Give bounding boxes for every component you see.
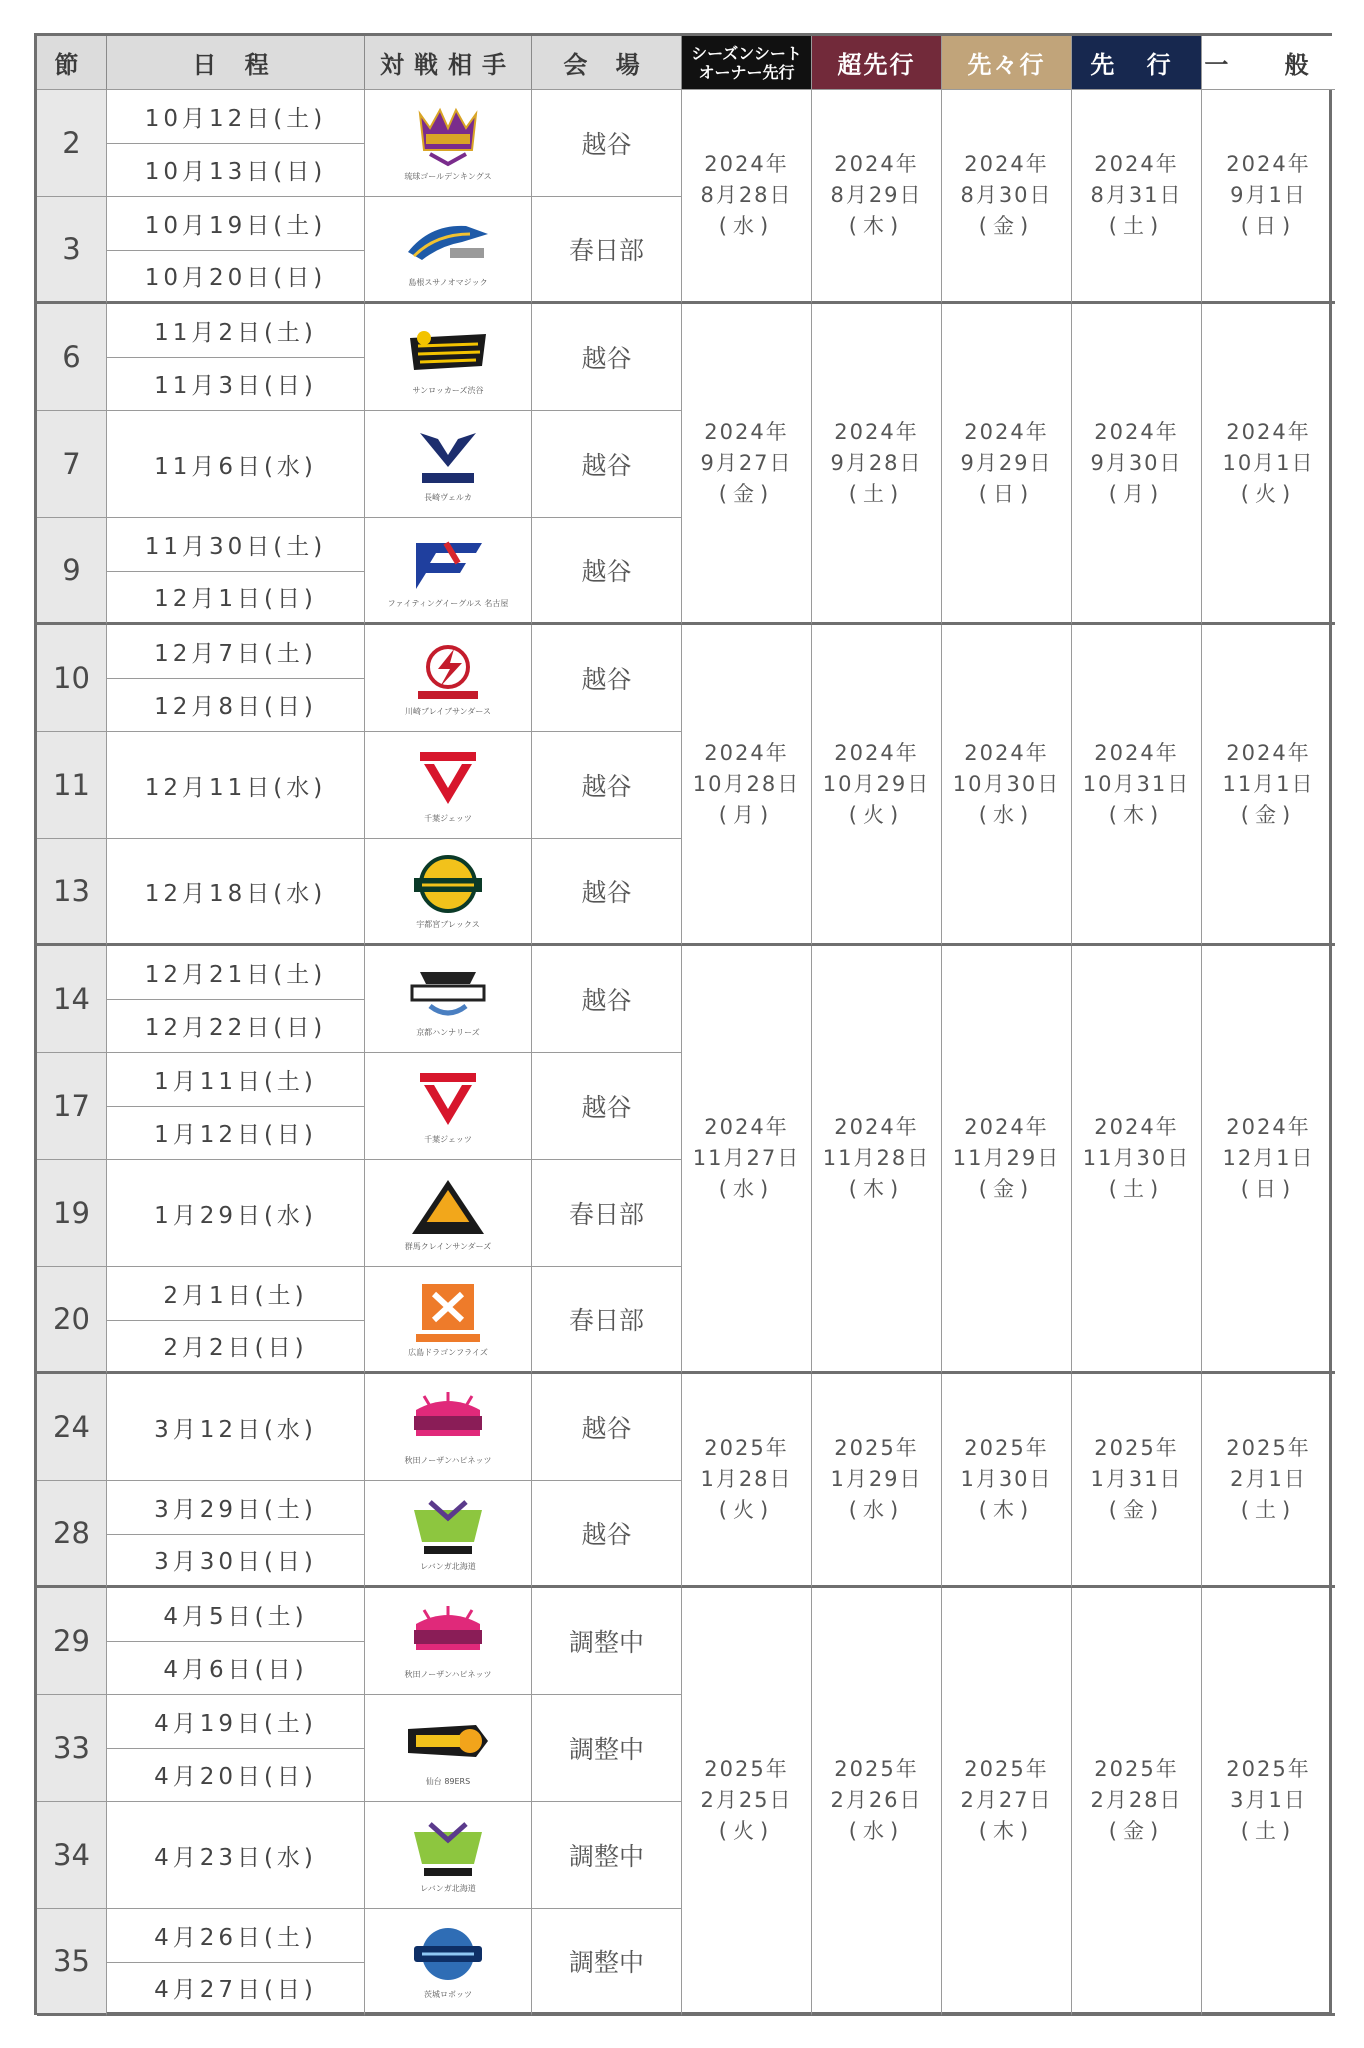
sale-date-cell (1072, 1588, 1202, 2016)
sale-month-day: 2月27日 (960, 1788, 1053, 1812)
sale-month-day: 8月31日 (1090, 183, 1183, 207)
sale-month-day: 9月30日 (1090, 450, 1183, 475)
sale-year: 2024年 (964, 419, 1049, 444)
ibaraki-robots-logo (400, 1924, 496, 1986)
sale-date-cell (1072, 625, 1202, 946)
sale-year: 2024年 (1226, 152, 1311, 176)
header-cho-senko: 超先行 (812, 36, 942, 90)
sale-month-day: 10月29日 (822, 771, 931, 796)
sale-month-day: 2月26日 (830, 1788, 923, 1812)
setsu-cell: 29 (37, 1588, 107, 1695)
opponent-logo-cell (365, 1695, 532, 1802)
sale-year: 2024年 (964, 152, 1049, 176)
header-sensenko: 先々行 (942, 36, 1072, 90)
opponent-logo-cell (365, 1588, 532, 1695)
opponent-team-name: 千葉ジェッツ (424, 813, 472, 823)
opponent-logo-cell (365, 1160, 532, 1267)
opponent-team-name: サンロッカーズ渋谷 (412, 385, 484, 395)
sale-date-cell (942, 304, 1072, 625)
sale-month-day: 9月28日 (830, 450, 923, 475)
sale-year: 2024年 (834, 152, 919, 176)
opponent-logo-cell (365, 625, 532, 732)
schedule-date: 12月21日(土) (107, 946, 365, 1000)
sale-date-cell (812, 90, 942, 304)
venue-cell: 越谷 (532, 625, 682, 732)
schedule-date: 12月11日(水) (107, 732, 365, 839)
setsu-cell: 2 (37, 90, 107, 197)
sale-month-day: 10月1日 (1222, 450, 1315, 475)
sale-month-day: 2月25日 (700, 1788, 793, 1812)
sale-month-day: 9月29日 (960, 450, 1053, 475)
opponent-logo-cell (365, 1053, 532, 1160)
levanga-hokkaido-logo (400, 1496, 496, 1558)
sale-month-day: 12月1日 (1222, 1146, 1315, 1170)
schedule-date: 12月1日(日) (107, 572, 365, 626)
venue-cell: 越谷 (532, 411, 682, 518)
sale-year: 2024年 (704, 152, 789, 176)
sunrockers-shibuya-logo (400, 320, 496, 382)
sale-date-cell (942, 946, 1072, 1374)
schedule-date: 1月29日(水) (107, 1160, 365, 1267)
sale-month-day: 1月28日 (700, 1467, 793, 1491)
opponent-team-name: 宇都宮ブレックス (416, 919, 480, 929)
chiba-jets-logo (400, 1069, 496, 1131)
setsu-cell: 13 (37, 839, 107, 946)
sale-date-cell (682, 304, 812, 625)
sale-year: 2024年 (1094, 1115, 1179, 1139)
setsu-cell: 9 (37, 518, 107, 625)
schedule-date: 11月2日(土) (107, 304, 365, 358)
sale-month-day: 10月31日 (1082, 771, 1191, 796)
schedule-date: 12月8日(日) (107, 679, 365, 733)
header-season-seat-owner (682, 36, 812, 90)
schedule-date: 10月20日(日) (107, 251, 365, 305)
sale-year: 2024年 (834, 740, 919, 765)
sale-day-of-week: (土) (1108, 1177, 1165, 1201)
opponent-team-name: 琉球ゴールデンキングス (404, 171, 492, 181)
sale-year: 2025年 (704, 1436, 789, 1460)
sale-month-day: 8月28日 (700, 183, 793, 207)
sale-date-cell (812, 1588, 942, 2016)
schedule-date: 11月6日(水) (107, 411, 365, 518)
sale-date-cell (812, 625, 942, 946)
opponent-logo-cell (365, 1802, 532, 1909)
sale-day-of-week: (月) (1108, 481, 1165, 506)
sale-date-cell (812, 1374, 942, 1588)
opponent-team-name: レバンガ北海道 (420, 1883, 476, 1893)
opponent-team-name: 秋田ノーザンハピネッツ (404, 1669, 492, 1679)
header-schedule: 日 程 (107, 36, 365, 90)
sale-month-day: 11月28日 (822, 1146, 931, 1170)
setsu-cell: 20 (37, 1267, 107, 1374)
sale-year: 2024年 (1094, 419, 1179, 444)
schedule-date: 3月30日(日) (107, 1535, 365, 1589)
opponent-team-name: 島根スサノオマジック (408, 277, 488, 287)
sale-date-cell (1202, 90, 1335, 304)
opponent-logo-cell (365, 197, 532, 304)
setsu-cell: 17 (37, 1053, 107, 1160)
sale-date-cell (1202, 1374, 1335, 1588)
schedule-date: 4月6日(日) (107, 1642, 365, 1696)
sale-date-cell (812, 946, 942, 1374)
sale-date-cell (812, 304, 942, 625)
venue-cell: 越谷 (532, 946, 682, 1053)
opponent-logo-cell (365, 839, 532, 946)
venue-cell: 調整中 (532, 1909, 682, 2016)
schedule-date: 12月22日(日) (107, 1000, 365, 1054)
sale-year: 2024年 (964, 1115, 1049, 1139)
sale-month-day: 2月28日 (1090, 1788, 1183, 1812)
sale-year: 2025年 (1094, 1757, 1179, 1781)
sale-year: 2024年 (964, 740, 1049, 765)
kyoto-hannaryz-logo (400, 962, 496, 1024)
venue-cell: 調整中 (532, 1588, 682, 1695)
sale-month-day: 11月1日 (1222, 771, 1315, 796)
sale-day-of-week: (火) (848, 802, 905, 827)
setsu-cell: 34 (37, 1802, 107, 1909)
hiroshima-dragonflies-logo (400, 1282, 496, 1344)
sale-day-of-week: (土) (1240, 1498, 1297, 1522)
sale-date-cell (1202, 946, 1335, 1374)
sale-month-day: 1月29日 (830, 1467, 923, 1491)
setsu-cell: 6 (37, 304, 107, 411)
sale-day-of-week: (土) (1240, 1819, 1297, 1843)
kawasaki-brave-thunders-logo (400, 641, 496, 703)
sale-date-cell (1202, 625, 1335, 946)
venue-cell: 春日部 (532, 1267, 682, 1374)
levanga-hokkaido-logo (400, 1818, 496, 1880)
opponent-logo-cell (365, 304, 532, 411)
schedule-date: 2月1日(土) (107, 1267, 365, 1321)
fighting-eagles-nagoya-logo (400, 533, 496, 595)
sale-month-day: 9月1日 (1230, 183, 1307, 207)
ryukyu-golden-kings-logo (400, 106, 496, 168)
venue-cell: 春日部 (532, 197, 682, 304)
opponent-logo-cell (365, 1909, 532, 2016)
sale-day-of-week: (水) (978, 802, 1035, 827)
sale-day-of-week: (水) (718, 214, 775, 238)
sale-year: 2024年 (704, 740, 789, 765)
venue-cell: 越谷 (532, 1481, 682, 1588)
sale-date-cell (1072, 304, 1202, 625)
sale-year: 2025年 (1094, 1436, 1179, 1460)
opponent-logo-cell (365, 946, 532, 1053)
setsu-cell: 14 (37, 946, 107, 1053)
sale-year: 2025年 (834, 1757, 919, 1781)
setsu-cell: 19 (37, 1160, 107, 1267)
akita-happinets-logo (400, 1390, 496, 1452)
sale-day-of-week: (水) (718, 1177, 775, 1201)
opponent-logo-cell (365, 411, 532, 518)
sale-year: 2025年 (704, 1757, 789, 1781)
opponent-team-name: 仙台 89ERS (425, 1776, 471, 1786)
schedule-date: 4月23日(水) (107, 1802, 365, 1909)
venue-cell: 越谷 (532, 304, 682, 411)
header-senko: 先 行 (1072, 36, 1202, 90)
sale-day-of-week: (金) (1240, 802, 1297, 827)
sale-day-of-week: (水) (848, 1498, 905, 1522)
schedule-date: 4月5日(土) (107, 1588, 365, 1642)
schedule-date: 4月27日(日) (107, 1963, 365, 2017)
sale-month-day: 3月1日 (1230, 1788, 1307, 1812)
sale-day-of-week: (木) (978, 1498, 1035, 1522)
sale-date-cell (682, 90, 812, 304)
sale-year: 2025年 (834, 1436, 919, 1460)
sale-year: 2024年 (1226, 740, 1311, 765)
schedule-date: 4月19日(土) (107, 1695, 365, 1749)
sale-date-cell (942, 90, 1072, 304)
chiba-jets-logo (400, 748, 496, 810)
opponent-team-name: 千葉ジェッツ (424, 1134, 472, 1144)
header-season-line1: シーズンシート (691, 43, 802, 63)
opponent-team-name: 茨城ロボッツ (424, 1989, 472, 1999)
schedule-date: 11月30日(土) (107, 518, 365, 572)
sale-month-day: 1月30日 (960, 1467, 1053, 1491)
sale-day-of-week: (木) (1108, 802, 1165, 827)
setsu-cell: 11 (37, 732, 107, 839)
sale-year: 2024年 (834, 1115, 919, 1139)
sale-year: 2024年 (704, 1115, 789, 1139)
setsu-cell: 10 (37, 625, 107, 732)
sale-day-of-week: (金) (718, 481, 775, 506)
setsu-cell: 35 (37, 1909, 107, 2016)
opponent-team-name: 群馬クレインサンダーズ (404, 1241, 492, 1251)
sale-month-day: 10月28日 (692, 771, 801, 796)
opponent-team-name: 広島ドラゴンフライズ (408, 1347, 488, 1357)
opponent-team-name: 長崎ヴェルカ (424, 492, 472, 502)
venue-cell: 越谷 (532, 839, 682, 946)
sale-date-cell (682, 946, 812, 1374)
opponent-logo-cell (365, 518, 532, 625)
sale-day-of-week: (月) (718, 802, 775, 827)
venue-cell: 越谷 (532, 518, 682, 625)
schedule-date: 4月26日(土) (107, 1909, 365, 1963)
header-ippan: 一 般 (1202, 36, 1335, 90)
sale-month-day: 8月30日 (960, 183, 1053, 207)
gunma-crane-thunders-logo (400, 1176, 496, 1238)
schedule-date: 1月11日(土) (107, 1053, 365, 1107)
opponent-logo-cell (365, 1267, 532, 1374)
schedule-date: 10月13日(日) (107, 144, 365, 198)
sale-year: 2025年 (964, 1757, 1049, 1781)
sale-year: 2025年 (1226, 1757, 1311, 1781)
schedule-date: 3月12日(水) (107, 1374, 365, 1481)
sale-day-of-week: (金) (978, 1177, 1035, 1201)
sale-day-of-week: (土) (848, 481, 905, 506)
sale-month-day: 11月30日 (1082, 1146, 1191, 1170)
sale-day-of-week: (日) (978, 481, 1035, 506)
sale-day-of-week: (木) (848, 214, 905, 238)
sale-date-cell (1072, 1374, 1202, 1588)
nagasaki-velca-logo (400, 427, 496, 489)
sale-month-day: 10月30日 (952, 771, 1061, 796)
setsu-cell: 24 (37, 1374, 107, 1481)
sale-year: 2025年 (964, 1436, 1049, 1460)
venue-cell: 越谷 (532, 1374, 682, 1481)
sale-year: 2025年 (1226, 1436, 1311, 1460)
sale-day-of-week: (金) (1108, 1819, 1165, 1843)
opponent-logo-cell (365, 1481, 532, 1588)
venue-cell: 調整中 (532, 1802, 682, 1909)
sale-month-day: 8月29日 (830, 183, 923, 207)
sale-month-day: 9月27日 (700, 450, 793, 475)
schedule-date: 11月3日(日) (107, 358, 365, 412)
venue-cell: 春日部 (532, 1160, 682, 1267)
sale-year: 2024年 (834, 419, 919, 444)
opponent-logo-cell (365, 90, 532, 197)
opponent-team-name: 川崎ブレイブサンダース (405, 706, 491, 716)
sale-date-cell (1202, 1588, 1335, 2016)
schedule-date: 10月19日(土) (107, 197, 365, 251)
opponent-logo-cell (365, 1374, 532, 1481)
sale-day-of-week: (金) (978, 214, 1035, 238)
sale-day-of-week: (火) (718, 1819, 775, 1843)
utsunomiya-brex-logo (400, 854, 496, 916)
sale-date-cell (682, 1374, 812, 1588)
sale-day-of-week: (水) (848, 1819, 905, 1843)
setsu-cell: 28 (37, 1481, 107, 1588)
sale-date-cell (942, 625, 1072, 946)
header-opponent: 対戦相手 (365, 36, 532, 90)
header-setsu: 節 (37, 36, 107, 90)
opponent-team-name: レバンガ北海道 (420, 1561, 476, 1571)
sale-month-day: 1月31日 (1090, 1467, 1183, 1491)
opponent-logo-cell (365, 732, 532, 839)
sale-day-of-week: (火) (1240, 481, 1297, 506)
sale-date-cell (942, 1588, 1072, 2016)
sale-year: 2024年 (1094, 152, 1179, 176)
schedule-date: 2月2日(日) (107, 1321, 365, 1375)
schedule-date: 1月12日(日) (107, 1107, 365, 1161)
opponent-team-name: 秋田ノーザンハピネッツ (404, 1455, 492, 1465)
sendai-89ers-logo (400, 1711, 496, 1773)
ticket-schedule-table (34, 33, 1332, 2015)
sale-month-day: 11月29日 (952, 1146, 1061, 1170)
setsu-cell: 7 (37, 411, 107, 518)
sale-day-of-week: (土) (1108, 214, 1165, 238)
sale-day-of-week: (日) (1240, 1177, 1297, 1201)
sale-date-cell (1202, 304, 1335, 625)
setsu-cell: 3 (37, 197, 107, 304)
opponent-team-name: 京都ハンナリーズ (416, 1027, 480, 1037)
header-venue: 会 場 (532, 36, 682, 90)
sale-date-cell (682, 1588, 812, 2016)
venue-cell: 越谷 (532, 732, 682, 839)
schedule-date: 12月7日(土) (107, 625, 365, 679)
sale-date-cell (1072, 90, 1202, 304)
opponent-team-name: ファイティングイーグルス 名古屋 (387, 598, 509, 608)
sale-month-day: 2月1日 (1230, 1467, 1307, 1491)
sale-day-of-week: (木) (848, 1177, 905, 1201)
sale-date-cell (682, 625, 812, 946)
sale-year: 2024年 (1226, 419, 1311, 444)
sale-day-of-week: (日) (1240, 214, 1297, 238)
venue-cell: 調整中 (532, 1695, 682, 1802)
header-season-line2: オーナー先行 (698, 62, 795, 82)
sale-month-day: 11月27日 (692, 1146, 801, 1170)
sale-date-cell (942, 1374, 1072, 1588)
sale-year: 2024年 (1094, 740, 1179, 765)
sale-date-cell (1072, 946, 1202, 1374)
akita-happinets-logo (400, 1604, 496, 1666)
shimane-susanoo-magic-logo (400, 212, 496, 274)
sale-year: 2024年 (1226, 1115, 1311, 1139)
schedule-date: 12月18日(水) (107, 839, 365, 946)
schedule-date: 3月29日(土) (107, 1481, 365, 1535)
schedule-date: 4月20日(日) (107, 1749, 365, 1803)
venue-cell: 越谷 (532, 90, 682, 197)
sale-day-of-week: (木) (978, 1819, 1035, 1843)
schedule-date: 10月12日(土) (107, 90, 365, 144)
sale-day-of-week: (火) (718, 1498, 775, 1522)
venue-cell: 越谷 (532, 1053, 682, 1160)
sale-year: 2024年 (704, 419, 789, 444)
sale-day-of-week: (金) (1108, 1498, 1165, 1522)
setsu-cell: 33 (37, 1695, 107, 1802)
